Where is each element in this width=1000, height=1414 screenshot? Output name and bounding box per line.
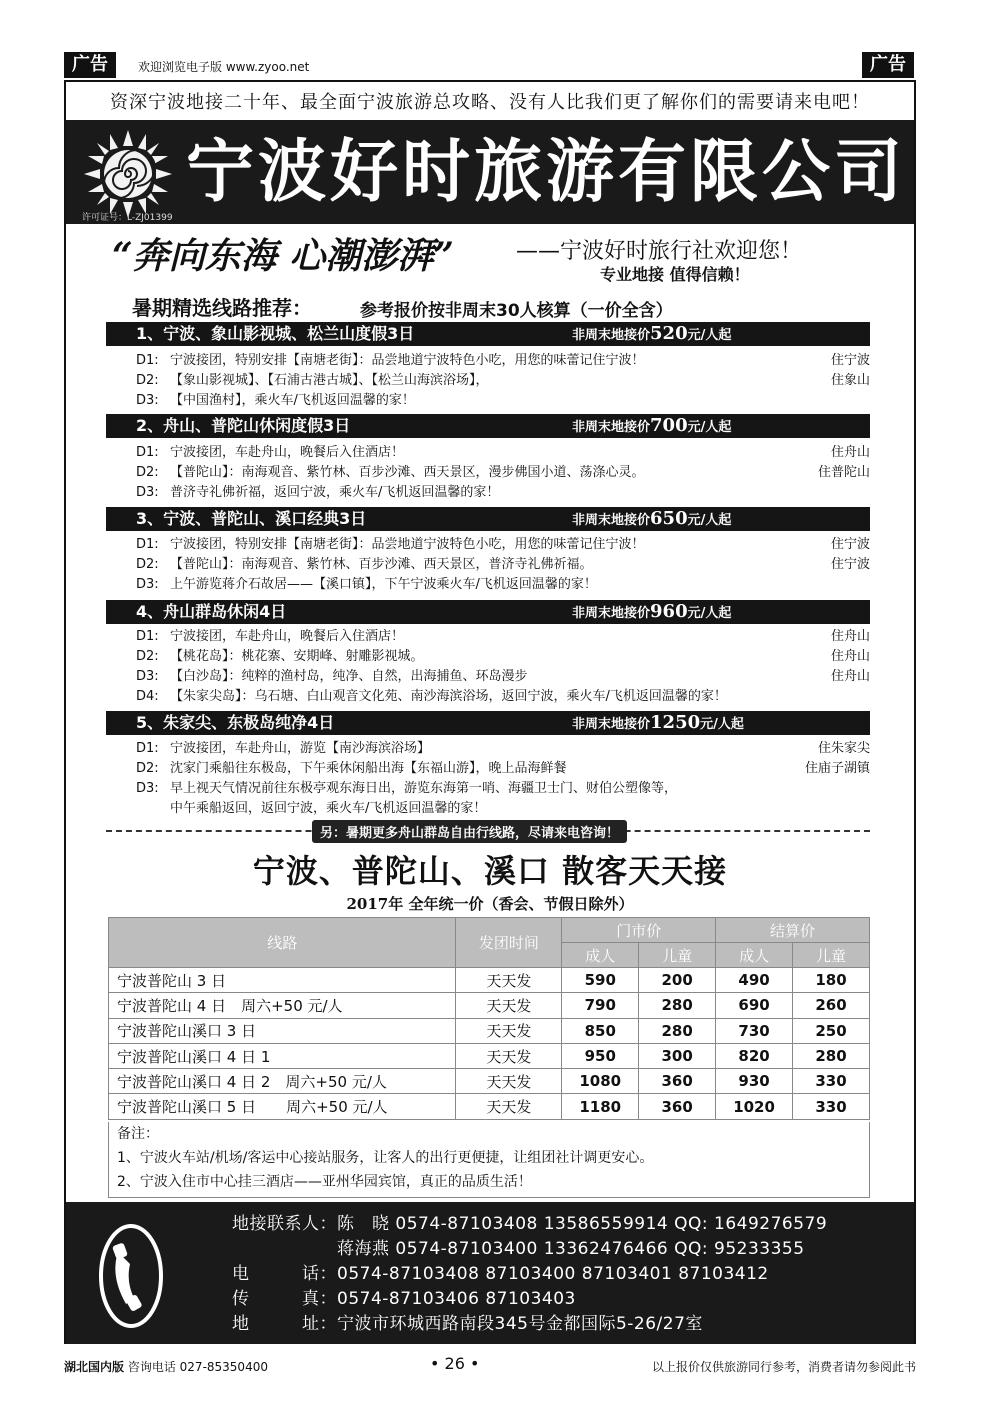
license-number: 许可证号：L-ZJ01399 — [82, 213, 173, 223]
table-row: 宁波普陀山溪口 4 日 2 周六+50 元/人 天天发 1080 360 930 330 — [109, 1069, 870, 1094]
remark-item: 2、宁波入住市中心挂三酒店——亚州华园宾馆，真正的品质生活！ — [117, 1174, 532, 1190]
stay-location: 住朱家尖 — [817, 741, 870, 756]
day-line: D1: 宁波接团，特别安排【南塘老街】：品尝地道宁波特色小吃，用您的味蕾记住宁波！ — [136, 537, 645, 552]
route-bar — [106, 507, 870, 531]
route-bar — [106, 414, 870, 438]
day-line: D1: 宁波接团，车赴舟山，游览【南沙海滨浴场】 — [136, 741, 431, 756]
page-number: • 26 • — [430, 1354, 480, 1373]
route-name: 5、朱家尖、东极岛纯净4日 — [136, 713, 335, 732]
day-line: D3: 【白沙岛】：纯粹的渔村岛，纯净、自然，出海捕鱼、环岛漫步 — [136, 669, 528, 684]
stay-location: 住宁波 — [830, 537, 870, 552]
day-line: D2: 沈家门乘船往东极岛，下午乘休闲船出海【东福山游】，晚上品海鲜餐 — [136, 761, 567, 776]
day-line: D1: 宁波接团，特别安排【南塘老街】：品尝地道宁波特色小吃，用您的味蕾记住宁波！ — [136, 353, 645, 368]
route-name: 1、宁波、象山影视城、松兰山度假3日 — [136, 324, 415, 343]
day-line: D4: 【朱家尖岛】：乌石塘、白山观音文化苑、南沙海滨浴场，返回宁波，乘火车/飞机返回温馨的家！ — [136, 689, 727, 704]
route-price: 非周末地接价1250元/人起 — [572, 712, 744, 733]
table-row: 宁波普陀山 4 日 周六+50 元/人 天天发 790 280 690 260 — [109, 993, 870, 1018]
table-row: 宁波普陀山 3 日 天天发 590 200 490 180 — [109, 968, 870, 993]
stay-location: 住宁波 — [830, 353, 870, 368]
day-line: D3: 上午游览蒋介石故居——【溪口镇】，下午宁波乘火车/飞机返回温馨的家！ — [136, 577, 597, 592]
stay-location: 住普陀山 — [817, 465, 870, 480]
sun-spiral-icon — [82, 128, 174, 220]
day-line: D2: 【桃花岛】：桃花寨、安期峰、射雕影视城。 — [136, 649, 424, 664]
year-note: 2017年 全年统一价（香会、节假日除外） — [346, 895, 634, 913]
stay-location: 住舟山 — [830, 649, 870, 664]
footer-edition: 湖北国内版 咨询电话 027-85350400 — [64, 1360, 268, 1374]
telephone-icon — [98, 1222, 164, 1330]
route-price: 非周末地接价960元/人起 — [572, 601, 732, 622]
day-line: D3: 普济寺礼佛祈福，返回宁波，乘火车/飞机返回温馨的家！ — [136, 485, 500, 500]
table-row: 宁波普陀山溪口 5 日 周六+50 元/人 天天发 1180 360 1020 330 — [109, 1094, 870, 1119]
table-row: 宁波普陀山溪口 4 日 1 天天发 950 300 820 280 — [109, 1043, 870, 1068]
header-settle: 结算价 — [716, 918, 870, 943]
header-adult: 成人 — [562, 943, 639, 968]
header-route: 线路 — [109, 918, 456, 968]
header-retail: 门市价 — [562, 918, 716, 943]
route-bar — [106, 711, 870, 735]
route-price: 非周末地接价650元/人起 — [572, 508, 732, 529]
day-line: D2: 【象山影视城】、【石浦古港古城】、【松兰山海滨浴场】， — [136, 373, 489, 388]
route-bar — [106, 600, 870, 624]
header-adult: 成人 — [716, 943, 793, 968]
ad-label-left: 广告 — [64, 52, 116, 78]
route-name: 3、宁波、普陀山、溪口经典3日 — [136, 509, 367, 528]
calligraphy-slogan: “奔向东海 心潮澎湃” — [112, 235, 454, 277]
day-line: D3: 【中国渔村】，乘火车/飞机返回温馨的家！ — [136, 393, 415, 408]
stay-location: 住象山 — [830, 373, 870, 388]
contact-persons-2: 蒋海燕 0574-87103400 13362476466 QQ: 95233355 — [232, 1239, 805, 1259]
footer-disclaimer: 以上报价仅供旅游同行参考，消费者请勿参阅此书 — [651, 1360, 916, 1374]
professional-text: 专业地接 值得信赖！ — [600, 265, 750, 284]
site-text[interactable]: 欢迎浏览电子版 www.zyoo.net — [138, 60, 310, 74]
stay-location: 住舟山 — [830, 669, 870, 684]
remarks-title: 备注： — [117, 1126, 159, 1142]
header-child: 儿童 — [793, 943, 870, 968]
contact-phone: 电 话：0574-87103408 87103400 87103401 87103412 — [232, 1264, 769, 1284]
day-line: D2: 【普陀山】：南海观音、紫竹林、百步沙滩、西天景区，漫步佛国小道、荡涤心灵。 — [136, 465, 645, 480]
company-name: 宁波好时旅游有限公司 — [186, 132, 907, 212]
day-line: 中午乘船返回，返回宁波，乘火车/飞机返回温馨的家！ — [170, 801, 487, 816]
more-routes-note: 另：暑期更多舟山群岛自由行线路，尽请来电咨询！ — [312, 820, 627, 843]
route-name: 2、舟山、普陀山休闲度假3日 — [136, 416, 351, 435]
route-price: 非周末地接价520元/人起 — [572, 323, 732, 344]
stay-location: 住庙子湖镇 — [804, 761, 870, 776]
contact-fax: 传 真：0574-87103406 87103403 — [232, 1289, 576, 1309]
header-child: 儿童 — [639, 943, 716, 968]
stay-location: 住舟山 — [830, 445, 870, 460]
section-note: 参考报价按非周末30人核算（一价全含） — [360, 301, 673, 321]
day-line: D3: 早上视天气情况前往东极亭观东海日出，游览东海第一哨、海疆卫士门、财伯公塑像等， — [136, 781, 678, 796]
contact-persons: 地接联系人：陈 晓 0574-87103408 13586559914 QQ: 1649276579 — [232, 1214, 828, 1234]
day-line: D1: 宁波接团，车赴舟山，晚餐后入住酒店！ — [136, 629, 405, 644]
slogan: 资深宁波地接二十年、最全面宁波旅游总攻略、没有人比我们更了解你们的需要请来电吧！ — [110, 92, 870, 113]
day-line: D1: 宁波接团，车赴舟山，晚餐后入住酒店！ — [136, 445, 405, 460]
header-departure: 发团时间 — [456, 918, 562, 968]
remark-item: 1、宁波火车站/机场/客运中心接站服务，让客人的出行更便捷，让组团社计调更安心。 — [117, 1150, 654, 1166]
price-table — [108, 917, 870, 1120]
stay-location: 住宁波 — [830, 557, 870, 572]
table-row: 宁波普陀山溪口 3 日 天天发 850 280 730 250 — [109, 1018, 870, 1043]
daily-title: 宁波、普陀山、溪口 散客天天接 — [252, 852, 728, 890]
day-line: D2: 【普陀山】：南海观音、紫竹林、百步沙滩、西天景区，普济寺礼佛祈福。 — [136, 557, 593, 572]
route-name: 4、舟山群岛休闲4日 — [136, 602, 287, 621]
route-price: 非周末地接价700元/人起 — [572, 415, 732, 436]
welcome-text: ——宁波好时旅行社欢迎您！ — [516, 239, 803, 264]
remarks — [108, 1122, 870, 1198]
section-title: 暑期精选线路推荐： — [132, 296, 312, 320]
route-bar — [106, 322, 870, 346]
contact-address: 地 址：宁波市环城西路南段345号金都国际5-26/27室 — [232, 1314, 703, 1334]
stay-location: 住舟山 — [830, 629, 870, 644]
ad-label-right: 广告 — [862, 52, 914, 78]
